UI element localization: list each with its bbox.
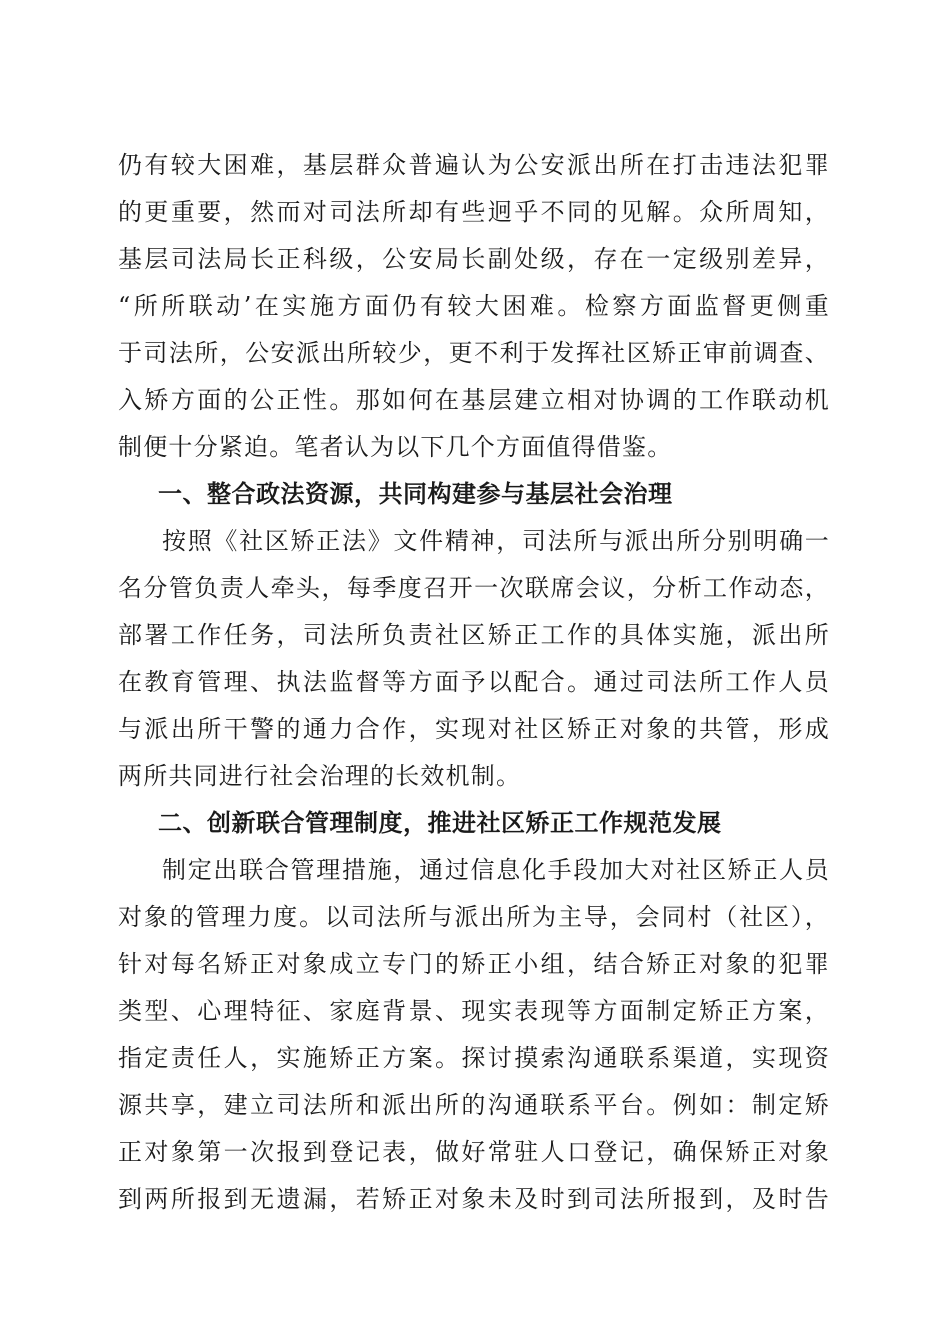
text-line: “所所联动’在实施方面仍有较大困难。检察方面监督更侧重 [118,292,830,320]
text-line: 对象的管理力度。以司法所与派出所为主导，会同村（社区）， [118,903,830,931]
text-line: 部署工作任务，司法所负责社区矫正工作的具体实施，派出所 [118,621,830,649]
text-line: 于司法所，公安派出所较少，更不利于发挥社区矫正审前调查、 [118,339,830,367]
section-2-paragraph [118,847,830,1223]
text-line: 制定出联合管理措施，通过信息化手段加大对社区矫正人员 [162,856,830,884]
text-line: 两所共同进行社会治理的长效机制。 [118,762,522,790]
text-line: 基层司法局长正科级，公安局长副处级，存在一定级别差异， [118,245,830,273]
text-line: 制便十分紧迫。笔者认为以下几个方面值得借鉴。 [118,433,673,461]
section-1-paragraph [118,518,830,800]
intro-paragraph [118,142,830,471]
section-2-heading: 二、创新联合管理制度，推进社区矫正工作规范发展 [158,809,722,837]
document-page [118,142,830,1223]
section-1-heading: 一、整合政法资源，共同构建参与基层社会治理 [158,480,673,508]
text-line: 按照《社区矫正法》文件精神，司法所与派出所分别明确一 [162,527,830,555]
text-line: 在教育管理、执法监督等方面予以配合。通过司法所工作人员 [118,668,830,696]
text-line: 针对每名矫正对象成立专门的矫正小组，结合矫正对象的犯罪 [118,950,830,978]
text-line: 指定责任人，实施矫正方案。探讨摸索沟通联系渠道，实现资 [118,1044,830,1072]
text-line: 与派出所干警的通力合作，实现对社区矫正对象的共管，形成 [118,715,830,743]
text-line: 类型、心理特征、家庭背景、现实表现等方面制定矫正方案， [118,997,830,1025]
text-line: 正对象第一次报到登记表，做好常驻人口登记，确保矫正对象 [118,1138,830,1166]
text-line: 源共享，建立司法所和派出所的沟通联系平台。例如：制定矫 [118,1091,830,1119]
text-line: 到两所报到无遗漏，若矫正对象未及时到司法所报到，及时告 [118,1185,830,1213]
text-line: 入矫方面的公正性。那如何在基层建立相对协调的工作联动机 [118,386,830,414]
text-line: 的更重要，然而对司法所却有些迥乎不同的见解。众所周知， [118,198,830,226]
text-line: 仍有较大困难，基层群众普遍认为公安派出所在打击违法犯罪 [118,151,830,179]
text-line: 名分管负责人牵头，每季度召开一次联席会议，分析工作动态， [118,574,830,602]
